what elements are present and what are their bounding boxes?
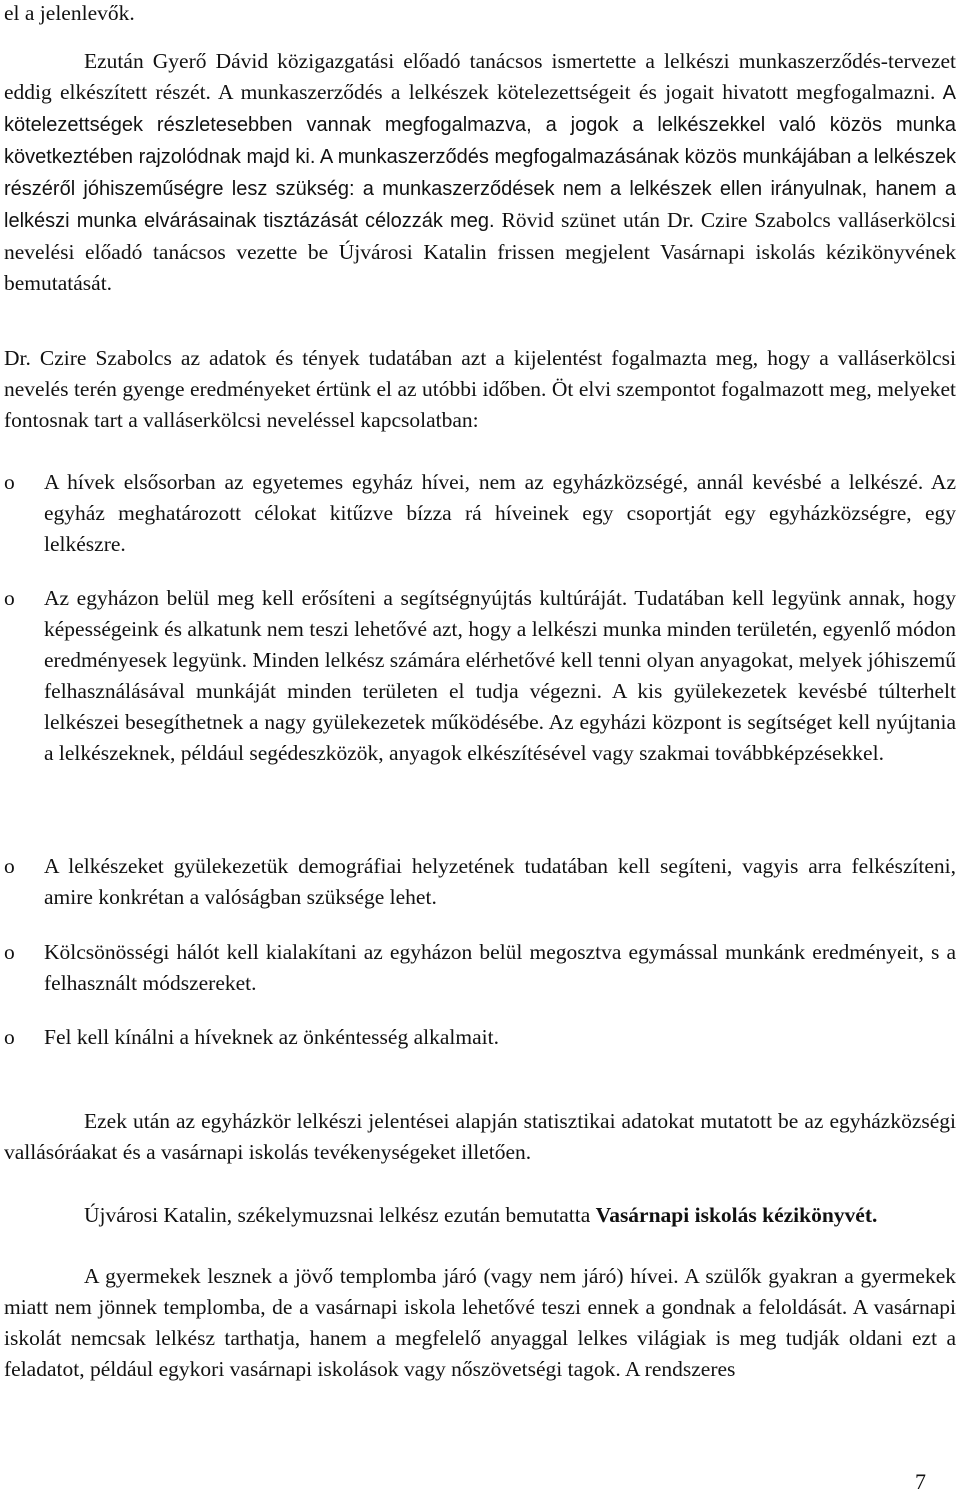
- bullet-icon: o: [4, 940, 15, 964]
- list-item: [4, 1022, 956, 1053]
- paragraph-czire-intro: Dr. Czire Szabolcs az adatok és tények tudatában azt a kijelentést fogalmazta meg, hogy a valláserkölcsi nevelés terén gyenge eredményeket értünk el az utóbbi időben. Öt elvi szempontot fogalmazott meg, melyeket fontosnak tart a valláserkölcsi neveléssel kapcsolatban:: [4, 346, 956, 432]
- paragraph-continuation: el a jelenlevők.: [4, 1, 135, 25]
- paragraph-children: A gyermekek lesznek a jövő templomba járó (vagy nem járó) hívei. A szülők gyakran a gyermekek miatt nem jönnek templomba, de a vasárnapi iskola lehetővé teszi ennek a gondnak a feloldását. A vasárnapi iskolát nemcsak lelkész tarthatja, hanem a megfelelő anyaggal lelkes világiak is meg tudják oldani ezt a feladatot, például egykori vasárnapi iskolások vagy nőszövetségi tagok. A rendszeres: [4, 1264, 956, 1381]
- list-item: [4, 851, 956, 913]
- paragraph-work-contract: [4, 46, 956, 299]
- paragraph-text: Ezután Gyerő Dávid közigazgatási előadó tanácsos ismertette a lelkészi munkaszerződés-tervezet eddig elkészített részét. A munkaszerződés a lelkészek kötelezettségeit és jogait hivatott megfogalmazni.: [4, 49, 956, 104]
- list-item: [4, 583, 956, 769]
- handbook-title: Vasárnapi iskolás kézikönyvét.: [595, 1203, 878, 1227]
- list-item: [4, 467, 956, 560]
- list-item-text: Az egyházon belül meg kell erősíteni a segítségnyújtás kultúráját. Tudatában kell legyünk annak, hogy képességeink és alkatunk nem teszi lehetővé azt, hogy a lelkészi munka minden területén, egyenlő módon eredményesek legyünk. Minden lelkész számára elérhetővé kell tenni olyan anyagokat, melyek jóhiszemű felhasználásával munkáját minden területen el tudja végezni. A kis gyülekezetek kevésbé túlterhelt lelkészei besegíthetnek a nagy gyülekezetek működésébe. Az egyházi központ is segítséget kell nyújtania a lelkészeknek, például segédeszközök, anyagok elkészítésével vagy szakmai továbbképzésekkel.: [44, 586, 956, 765]
- paragraph-statistics: Ezek után az egyházkör lelkészi jelentései alapján statisztikai adatokat mutatott be az egyházközségi vallásóráakat és a vasárnapi iskolás tevékenységeket illetően.: [4, 1109, 956, 1164]
- list-item-text: Fel kell kínálni a híveknek az önkéntesség alkalmait.: [44, 1025, 499, 1049]
- list-item: [4, 937, 956, 999]
- bullet-icon: o: [4, 854, 15, 878]
- list-item-text: Kölcsönösségi hálót kell kialakítani az egyházon belül megosztva egymással munkánk eredményeit, s a felhasznált módszereket.: [44, 940, 956, 995]
- list-item-text: A hívek elsősorban az egyetemes egyház hívei, nem az egyházközségé, annál kevésbé a lelkészé. Az egyház meghatározott célokat kitűzve bízza rá híveinek egy csoportját egy egyházközségre, egy lelkészre.: [44, 470, 956, 556]
- bullet-icon: o: [4, 586, 15, 610]
- paragraph-text: Újvárosi Katalin, székelymuzsnai lelkész ezután bemutatta: [84, 1203, 596, 1227]
- paragraph-text: A kötelezettségek részletesebben vannak megfogalmazva, a jogok a lelkészekkel való közös munka következtében rajzolódnak majd ki. A munkaszerződés megfogalmazásának közös munkájában a lelkészek részéről jóhiszeműségre lesz szükség: a munkaszerződések nem a lelkészek ellen irányulnak, hanem a lelkészi munka elvárásainak tisztázását célozzák meg.: [4, 82, 956, 232]
- bullet-icon: o: [4, 470, 15, 494]
- paragraph-text: Rövid szünet után Dr. Czire Szabolcs valláserkölcsi nevelési előadó tanácsos vezette be Újvárosi Katalin frissen megjelent Vasárnapi iskolás kézikönyvének bemutatását.: [4, 208, 956, 295]
- bullet-icon: o: [4, 1025, 15, 1049]
- page-number: 7: [915, 1469, 926, 1494]
- list-item-text: A lelkészeket gyülekezetük demográfiai helyzetének tudatában kell segíteni, vagyis arra felkészíteni, amire konkrétan a valóságban szüksége lehet.: [44, 854, 956, 909]
- paragraph-handbook: [4, 1200, 956, 1231]
